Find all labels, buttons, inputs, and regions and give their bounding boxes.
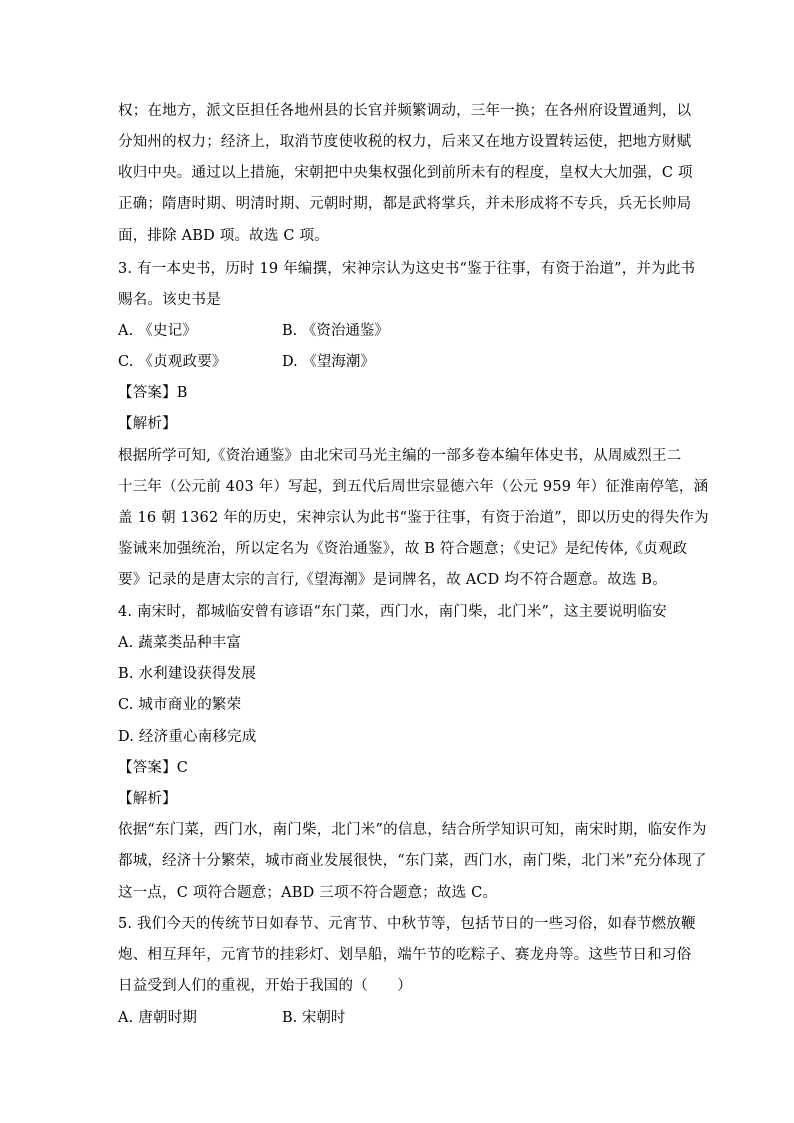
analysis-text: 要》记录的是唐太宗的言行,《望海潮》是词牌名，故 ACD 均不符合题意。故选 B。 [118,572,667,588]
question-5-stem: 日益受到人们的重视，开始于我国的（ ） [118,978,412,994]
option-b: B. 宋朝时 [282,1010,346,1026]
analysis-text: 这一点，C 项符合题意；ABD 三项不符合题意；故选 C。 [118,885,498,901]
analysis-text: 鉴诫来加强统治，所以定名为《资治通鉴》，故 B 符合题意；《史记》是纪传体,《贞观政 [118,541,688,557]
analysis-text: 都城，经济十分繁荣，城市商业发展很快，“东门菜，西门水，南门柴，北门米”充分体现了 [118,853,707,869]
analysis-label: 【解析】 [118,416,177,432]
option-c: C. 《贞观政要》 [118,354,227,370]
question-5-stem: 5. 我们今天的传统节日如春节、元宵节、中秋节等，包括节日的一些习俗，如春节燃放鞭 [118,916,696,932]
text-line: 分知州的权力；经济上，取消节度使收税的权力，后来又在地方设置转运使，把地方财赋 [118,134,692,150]
option-b: B. 水利建设获得发展 [118,666,257,682]
option-a: A. 《史记》 [118,323,198,339]
answer-label: 【答案】C [118,760,189,776]
question-4-stem: 4. 南宋时，都城临安曾有谚语“东门菜，西门水，南门柴，北门米”，这主要说明临安 [118,604,667,620]
analysis-text: 依据“东门菜，西门水，南门柴，北门米”的信息，结合所学知识可知，南宋时期，临安作为 [118,822,707,838]
text-line: 正确；隋唐时期、明清时期、元朝时期，都是武将掌兵，并未形成将不专兵，兵无长帅局 [118,196,692,212]
question-5-stem: 炮、相互拜年，元宵节的挂彩灯、划旱船，端午节的吃粽子、赛龙舟等。这些节日和习俗 [118,947,692,963]
question-3-stem: 赐名。该史书是 [118,292,221,308]
analysis-text: 根据所学可知,《资治通鉴》由北宋司马光主编的一部多卷本编年体史书，从周威烈王二 [118,448,682,464]
option-d: D. 经济重心南移完成 [118,729,257,745]
answer-label: 【答案】B [118,385,188,401]
option-b: B. 《资治通鉴》 [282,323,389,339]
option-a: A. 唐朝时期 [118,1010,198,1026]
text-line: 面，排除 ABD 项。故选 C 项。 [118,228,329,244]
text-line: 权；在地方，派文臣担任各地州县的长官并频繁调动，三年一换；在各州府设置通判，以 [118,103,692,119]
analysis-text: 十三年（公元前 403 年）写起，到五代后周世宗显德六年（公元 959 年）征淮南停笔，涵 [118,479,709,495]
analysis-label: 【解析】 [118,791,177,807]
option-d: D. 《望海潮》 [282,354,375,370]
text-line: 收归中央。通过以上措施，宋朝把中央集权强化到前所未有的程度，皇权大大加强，C 项 [118,165,693,181]
option-c: C. 城市商业的繁荣 [118,697,242,713]
option-a: A. 蔬菜类品种丰富 [118,635,242,651]
question-3-stem: 3. 有一本史书，历时 19 年编撰，宋神宗认为这史书“鉴于往事，有资于治道”，并为此书 [118,261,696,277]
analysis-text: 盖 16 朝 1362 年的历史，宋神宗认为此书“鉴于往事，有资于治道”，即以历史的得失作为 [118,510,709,526]
